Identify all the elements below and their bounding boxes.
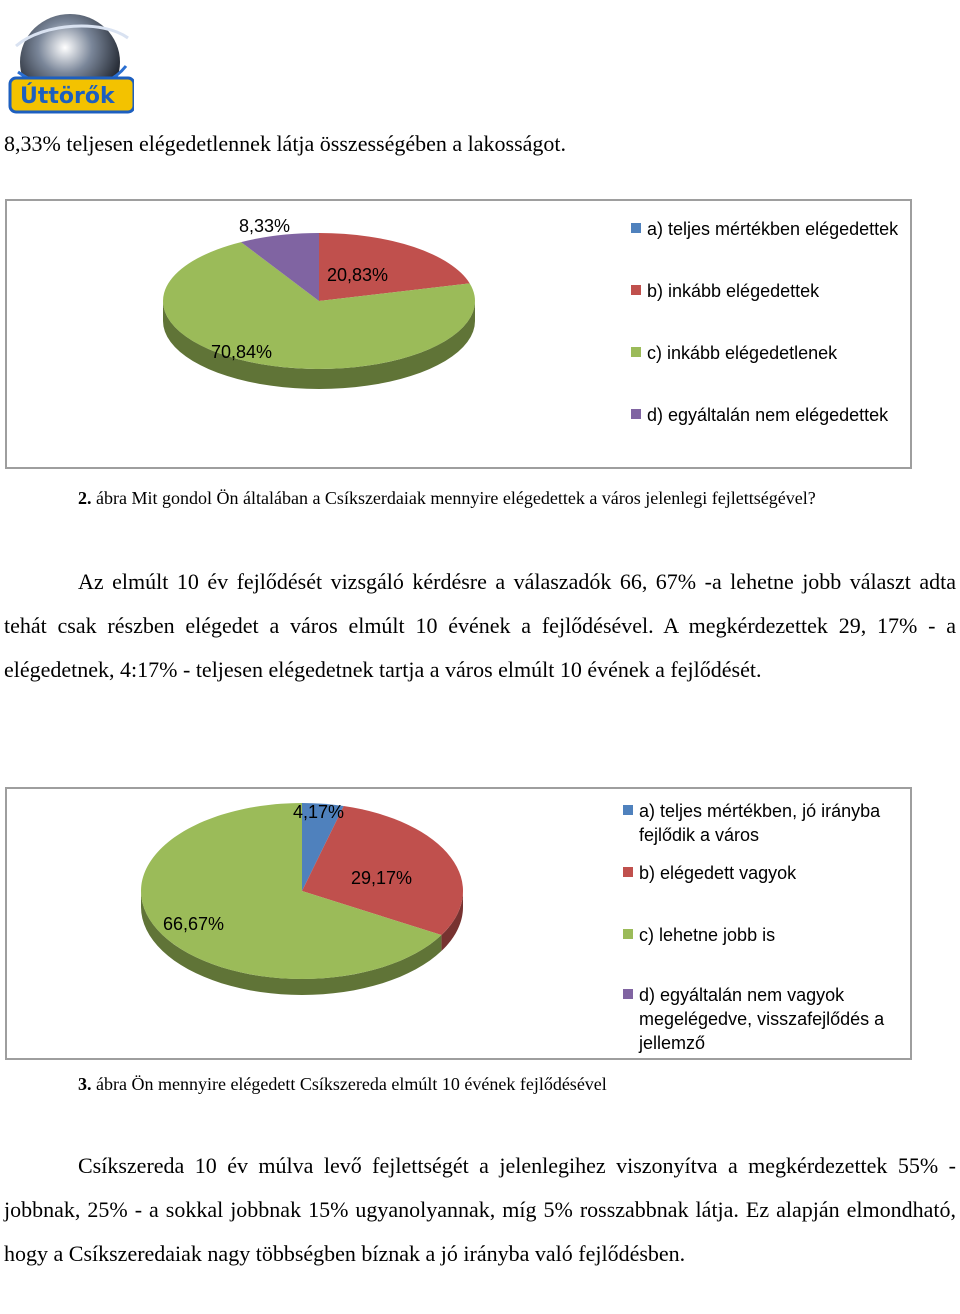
chart2-frame	[5, 787, 912, 1060]
paragraph-future: Csíkszereda 10 év múlva levő fejlettségét a jelenlegihez viszonyítva a megkérdezettek 55% - jobbnak, 25% - a sokkal jobbnak 15% ugyanolyannak, míg 5% rosszabbnak látja. Ez alapján elmondható, hogy a Csíkszeredaiak nagy többségben bíznak a jó irányba való fejlődésben.	[4, 1153, 956, 1266]
legend-item-b	[631, 279, 901, 303]
chart1-frame	[5, 199, 912, 469]
chart2-caption-number: 3.	[78, 1074, 92, 1094]
data-label-c: 70,84%	[211, 342, 273, 362]
legend-swatch-b	[623, 867, 633, 877]
chart1-caption-number: 2.	[78, 488, 92, 508]
legend-swatch-c	[623, 929, 633, 939]
legend-swatch-b	[631, 285, 641, 295]
chart2-pie	[7, 789, 607, 1058]
chart1-pie	[7, 201, 607, 467]
legend-label-d: d) egyáltalán nem elégedettek	[647, 405, 889, 425]
legend-label-c: c) inkább elégedetlenek	[647, 343, 838, 363]
legend-item-a	[631, 217, 901, 241]
chart1-caption-text: ábra Mit gondol Ön általában a Csíkszerdaiak mennyire elégedettek a város jelenlegi fejlettségével?	[91, 488, 816, 508]
data-label-b: 20,83%	[327, 265, 389, 285]
legend-swatch-c	[631, 347, 641, 357]
chart2-caption	[78, 1074, 607, 1095]
legend-label-a: a) teljes mértékben, jó irányba fejlődik a város	[639, 801, 881, 845]
legend-item-c	[623, 923, 893, 947]
logo-text: Úttörők	[20, 84, 115, 109]
legend-item-c	[631, 341, 901, 365]
legend-swatch-a	[623, 805, 633, 815]
legend-label-c: c) lehetne jobb is	[639, 925, 776, 945]
legend-swatch-d	[631, 409, 641, 419]
chart2-legend	[623, 799, 903, 1059]
chart1-caption	[78, 488, 816, 509]
legend-item-d	[631, 403, 901, 427]
uttorok-logo	[4, 2, 134, 130]
intro-text: 8,33% teljesen elégedetlennek látja összességében a lakosságot.	[4, 131, 567, 156]
legend-item-b	[623, 861, 893, 885]
legend-label-a: a) teljes mértékben elégedettek	[647, 219, 899, 239]
legend-label-b: b) elégedett vagyok	[639, 863, 797, 883]
chart1-legend	[631, 217, 901, 467]
data-label-b: 29,17%	[351, 868, 413, 888]
data-label-a: 4,17%	[293, 802, 345, 822]
legend-label-d: d) egyáltalán nem vagyok megelégedve, visszafejlődés a jellemző	[639, 985, 885, 1053]
data-label-d: 8,33%	[239, 216, 291, 236]
legend-swatch-a	[631, 223, 641, 233]
legend-swatch-d	[623, 989, 633, 999]
chart2-caption-text: ábra Ön mennyire elégedett Csíkszereda elmúlt 10 évének fejlődésével	[91, 1074, 607, 1094]
legend-item-a	[623, 799, 893, 847]
paragraph-development: Az elmúlt 10 év fejlődését vizsgáló kérdésre a válaszadók 66, 67% -a lehetne jobb választ adta tehát csak részben elégedet a város elmúlt 10 évének a fejlődésével. A megkérdezettek 29, 17% - a elégedetnek, 4:17% - teljesen elégedetnek tartja a város elmúlt 10 évének a fejlődését.	[4, 569, 956, 682]
data-label-c: 66,67%	[163, 914, 225, 934]
legend-label-b: b) inkább elégedettek	[647, 281, 820, 301]
legend-item-d	[623, 983, 893, 1055]
